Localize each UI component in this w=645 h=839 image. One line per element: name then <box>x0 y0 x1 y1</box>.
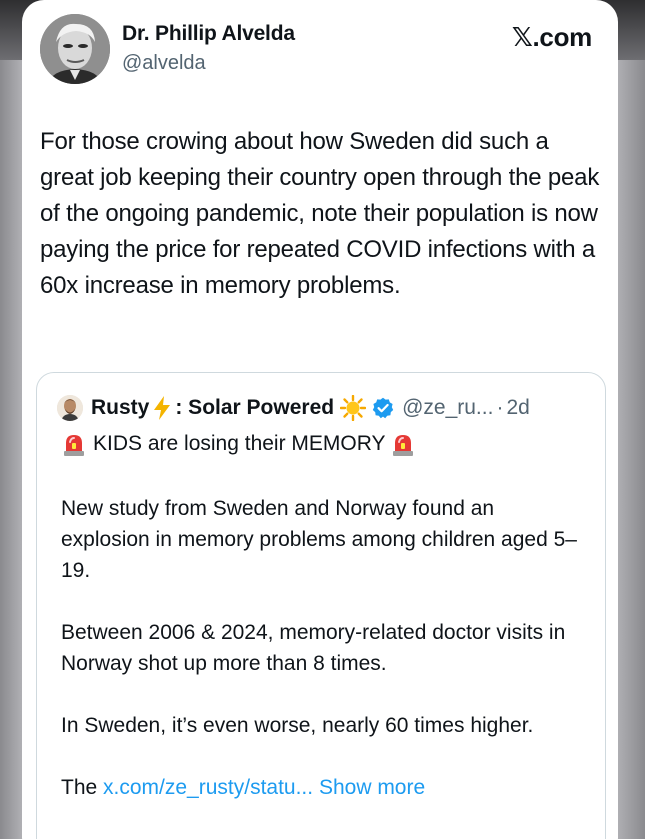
quoted-link[interactable]: x.com/ze_rusty/statu... <box>103 776 314 799</box>
quoted-author-avatar[interactable] <box>57 395 83 421</box>
quoted-paragraph-1: New study from Sweden and Norway found an explosion in memory problems among children aged 5–19. <box>61 497 577 582</box>
quoted-tweet-header <box>57 393 595 423</box>
show-more-line <box>61 772 581 803</box>
quoted-author-name-part1[interactable]: Rusty <box>91 396 150 419</box>
quoted-paragraph-3: In Sweden, it’s even worse, nearly 60 times higher. <box>61 714 534 737</box>
show-more-link[interactable]: Show more <box>318 776 426 799</box>
tweet-header <box>40 14 600 86</box>
separator-dot: · <box>496 396 504 419</box>
tweet-card <box>22 0 618 839</box>
quoted-tweet-body <box>61 493 581 803</box>
sun-emoji-icon <box>340 395 366 421</box>
quoted-tweet-title-text: KIDS are losing their MEMORY <box>93 432 386 455</box>
author-avatar[interactable] <box>40 14 110 84</box>
quoted-paragraph-2: Between 2006 & 2024, memory-related doctor visits in Norway shot up more than 8 times. <box>61 621 566 675</box>
more-prefix: The <box>61 776 98 799</box>
lightning-emoji-icon <box>152 396 172 420</box>
background-right <box>617 60 645 839</box>
x-logo[interactable]: 𝕏.com <box>511 22 592 52</box>
quoted-tweet-title <box>61 431 595 457</box>
quoted-author-name-part2[interactable]: : Solar Powered <box>175 396 335 419</box>
author-name[interactable]: Dr. Phillip Alvelda <box>122 22 295 45</box>
author-handle[interactable]: @alvelda <box>122 52 206 74</box>
siren-emoji-icon-2 <box>390 431 416 457</box>
quoted-tweet-time[interactable]: 2d <box>506 396 530 419</box>
tweet-text: For those crowing about how Sweden did such a great job keeping their country open through the peak of the ongoing pandemic, note their population is now paying the price for repeated COVID infections with a 60x increase in memory problems. <box>40 128 600 299</box>
quoted-author-handle[interactable]: @ze_ru... <box>402 396 494 419</box>
author-avatar-image <box>40 14 110 84</box>
verified-badge-icon[interactable] <box>372 397 394 419</box>
siren-emoji-icon <box>61 431 87 457</box>
quoted-tweet[interactable] <box>36 372 606 839</box>
background-left <box>0 60 22 839</box>
